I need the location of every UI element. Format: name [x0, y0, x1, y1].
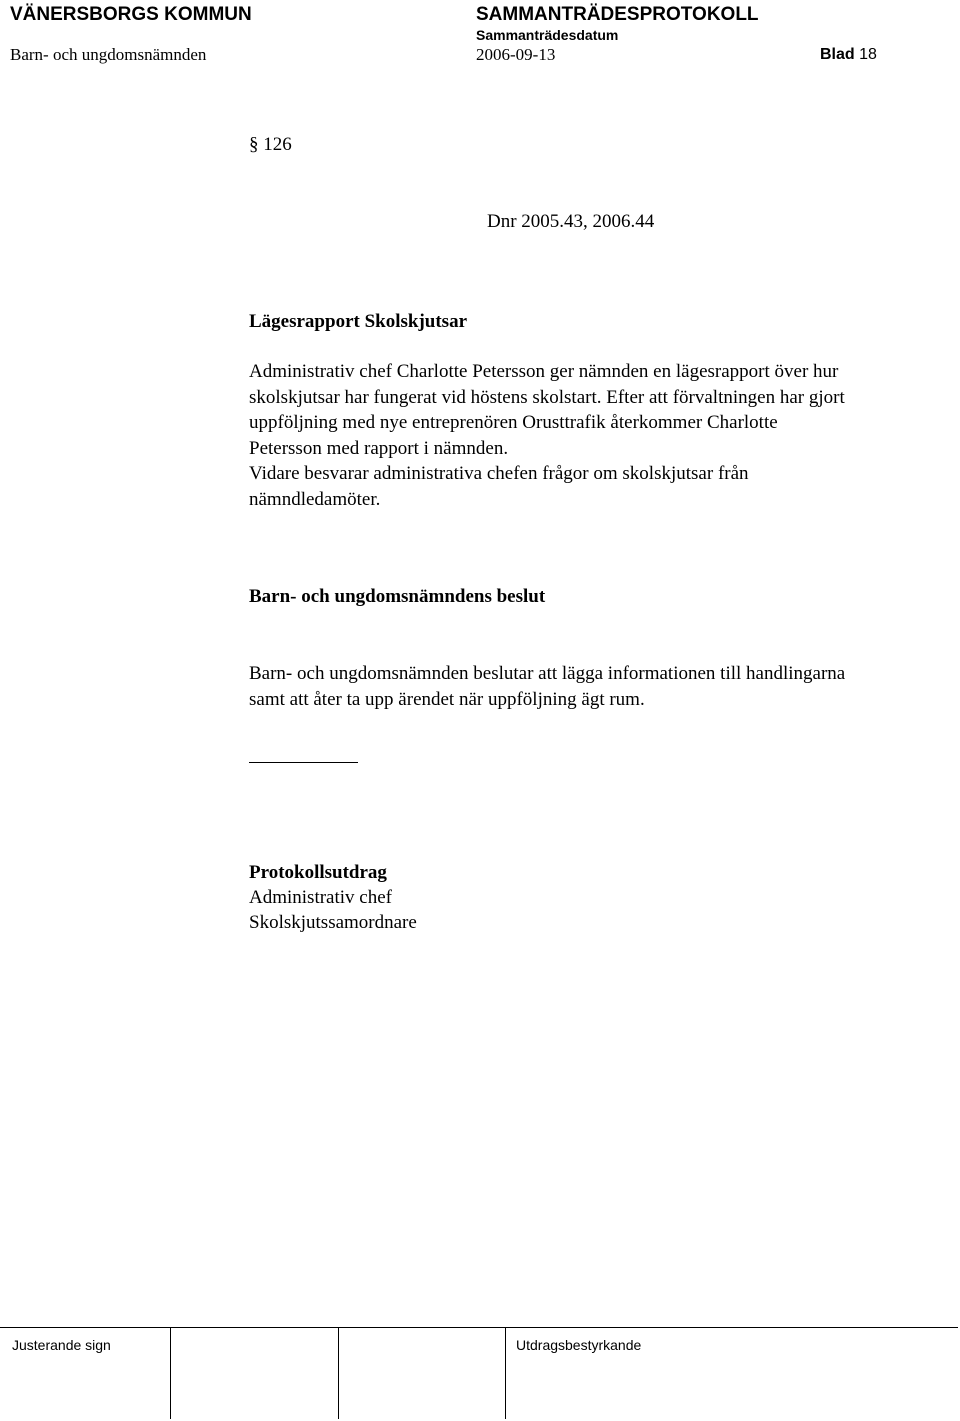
footer-rule — [0, 1327, 958, 1328]
signature-label: Justerande sign — [12, 1337, 111, 1353]
extract-recipient: Administrativ chef — [249, 887, 392, 908]
item-title: Lägesrapport Skolskjutsar — [249, 311, 467, 332]
paragraph-number-value: 126 — [263, 134, 292, 155]
body-line: Administrativ chef Charlotte Petersson ger nämnden en lägesrapport över hur — [249, 361, 839, 382]
extract-recipient: Skolskjutssamordnare — [249, 912, 417, 933]
body-line: Vidare besvarar administrativa chefen frågor om skolskjutsar från — [249, 463, 749, 484]
extract-certification-label: Utdragsbestyrkande — [516, 1337, 642, 1353]
decision-title: Barn- och ungdomsnämndens beslut — [249, 586, 546, 607]
sheet-number: 18 — [859, 46, 877, 63]
organization-name: VÄNERSBORGS KOMMUN — [10, 4, 252, 25]
meeting-date: 2006-09-13 — [476, 45, 556, 64]
document-type: SAMMANTRÄDESPROTOKOLL — [476, 4, 759, 25]
item-body — [249, 359, 949, 512]
date-label: Sammanträdesdatum — [476, 27, 619, 43]
section-sign: § — [249, 134, 259, 155]
diary-number: Dnr 2005.43, 2006.44 — [487, 211, 655, 232]
board-name: Barn- och ungdomsnämnden — [10, 45, 207, 64]
paragraph-number — [249, 134, 292, 156]
separator-line — [249, 762, 358, 763]
sheet-label: Blad — [820, 46, 855, 63]
body-line: nämndledamöter. — [249, 488, 381, 510]
body-line: skolskjutsar har fungerat vid höstens skolstart. Efter att förvaltningen har gjort — [249, 386, 845, 408]
footer-cell-divider — [505, 1327, 506, 1419]
extract-title: Protokollsutdrag — [249, 862, 387, 883]
footer-cell-divider — [338, 1327, 339, 1419]
footer-cell-divider — [170, 1327, 171, 1419]
body-line: Petersson med rapport i nämnden. — [249, 437, 509, 459]
decision-body — [249, 661, 949, 712]
body-line: uppföljning med nye entreprenören Orusttrafik återkommer Charlotte — [249, 412, 778, 433]
signature-footer — [0, 1327, 958, 1419]
decision-line: Barn- och ungdomsnämnden beslutar att lägga informationen till handlingarna — [249, 663, 846, 684]
sheet-indicator — [820, 46, 877, 64]
decision-line: samt att åter ta upp ärendet när uppföljning ägt rum. — [249, 688, 645, 710]
